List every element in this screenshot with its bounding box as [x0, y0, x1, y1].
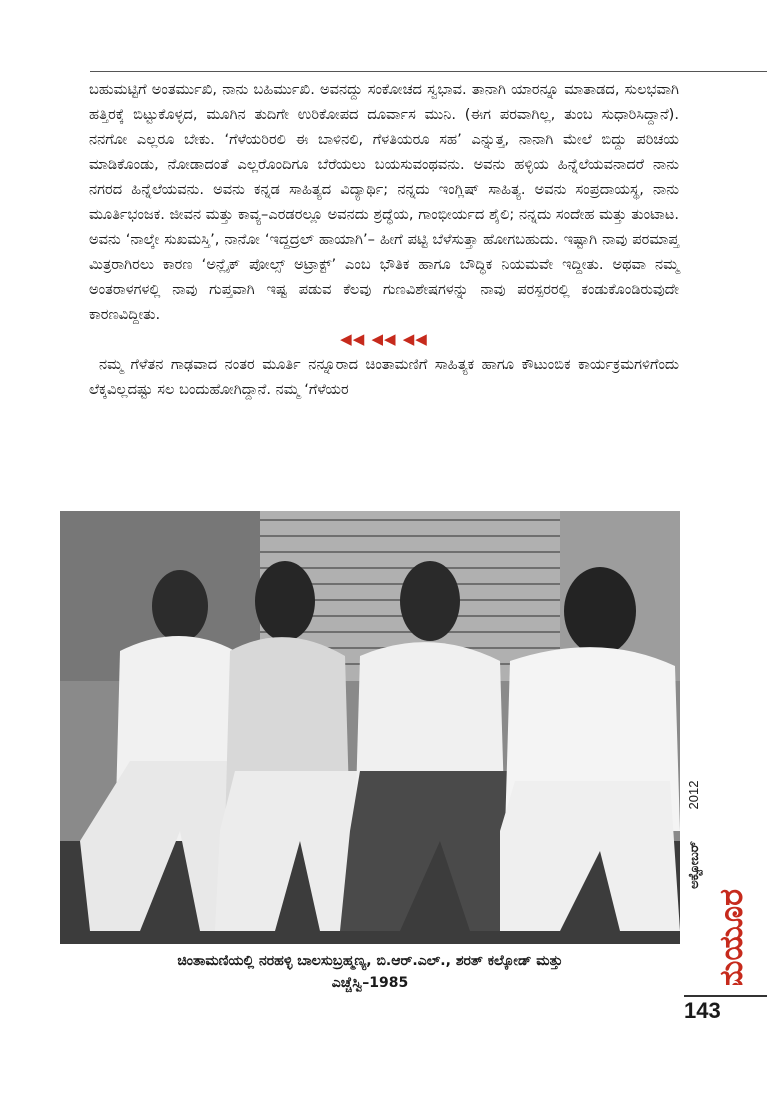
caption-line: ಚಿಂತಾಮಣಿಯಲ್ಲಿ ನರಹಳ್ಳಿ ಬಾಲಸುಬ್ರಹ್ಮಣ್ಯ, ಬಿ.ಆರ್.ಎಲ್., ಶರತ್ ಕಲ್ಕೋಡ್ ಮತ್ತು [177, 953, 563, 969]
photo-illustration [60, 511, 680, 944]
article-paragraph: ನಮ್ಮ ಗೆಳೆತನ ಗಾಢವಾದ ನಂತರ ಮೂರ್ತಿ ನನ್ನೂರಾದ ಚಿಂತಾಮಣಿಗೆ ಸಾಹಿತ್ಯಕ ಹಾಗೂ ಕೌಟುಂಬಿಕ ಕಾರ್ಯಕ್ರಮಗಳಿಗೆಂದು ಲೆಕ್ಕವಿಲ್ಲದಷ್ಟು ಸಲ ಬಂದುಹೋಗಿದ್ದಾನೆ. ನಮ್ಮ ‘ಗೆಳೆಯರ [89, 356, 679, 398]
issue-year: 2012 [686, 780, 701, 810]
side-label-text [680, 760, 760, 985]
article-body [89, 77, 679, 402]
section-divider-icon: ◀◀ ◀◀ ◀◀ [340, 330, 428, 348]
caption-line: ಎಚ್ಚೆಸ್ವಿ–1985 [331, 975, 409, 991]
article-paragraph: ಬಹುಮಟ್ಟಿಗೆ ಅಂತರ್ಮುಖಿ, ನಾನು ಬಹಿರ್ಮುಖಿ. ಅವನದ್ದು ಸಂಕೋಚದ ಸ್ವಭಾವ. ತಾನಾಗಿ ಯಾರನ್ನೂ ಮಾತಾಡದ, ಸುಲಭವಾಗಿ ಹತ್ತಿರಕ್ಕೆ ಬಿಟ್ಟುಕೊಳ್ಳದ, ಮೂಗಿನ ತುದಿಗೇ ಉರಿಕೋಪದ ದೂರ್ವಾಸ ಮುನಿ. (ಈಗ ಪರವಾಗಿಲ್ಲ, ತುಂಬ ಸುಧಾರಿಸಿದ್ದಾನೆ). ನನಗೋ ಎಲ್ಲರೂ ಬೇಕು. ‘ಗೆಳೆಯರಿರಲಿ ಈ ಬಾಳಿನಲಿ, ಗೆಳತಿಯರೂ ಸಹ’ ಎನ್ನುತ್ತ, ನಾನಾಗಿ ಮೇಲೆ ಬಿದ್ದು ಪರಿಚಯ ಮಾಡಿಕೊಂಡು, ನೋಡಾದಂತೆ ಎಲ್ಲರೊಂದಿಗೂ ಬೆರೆಯಲು ಬಯಸುವಂಥವನು. ಅವನು ಹಳ್ಳಿಯ ಹಿನ್ನೆಲೆಯವನಾದರೆ ನಾನು ನಗರದ ಹಿನ್ನೆಲೆಯವನು. ಅವನು ಕನ್ನಡ ಸಾಹಿತ್ಯದ ವಿದ್ಯಾರ್ಥಿ; ನನ್ನದು ಇಂಗ್ಲಿಷ್ ಸಾಹಿತ್ಯ. ಅವನು ಸಂಪ್ರದಾಯಸ್ಥ, ನಾನು ಮೂರ್ತಿಭಂಜಕ. ಜೀವನ ಮತ್ತು ಕಾವ್ಯ–ಎರಡರಲ್ಲೂ ಅವನದು ಶ್ರದ್ಧೆಯ, ಗಾಂಭೀರ್ಯದ ಶೈಲಿ; ನನ್ನದು ಸಂದೇಹ ಮತ್ತು ತುಂಟಾಟ. ಅವನು ‘ನಾಲ್ಕೇ ಸುಖಮಸ್ತಿ’, ನಾನೋ ‘ಇದ್ದದ್ರಲ್ ಹಾಯಾಗಿ’– ಹೀಗೆ ಪಟ್ಟಿ ಬೆಳೆಸುತ್ತಾ ಹೋಗಬಹುದು. ಇಷ್ಟಾಗಿ ನಾವು ಪರಮಾಪ್ತ ಮಿತ್ರರಾಗಿರಲು ಕಾರಣ ‘ಅನ್ಲೈಕ್ ಪೋಲ್ಸ್ ಅಟ್ರಾಕ್ಟ್’ ಎಂಬ ಭೌತಿಕ ಹಾಗೂ ಬೌದ್ಧಿಕ ನಿಯಮವೇ ಇದ್ದೀತು. ಅಥವಾ ನಮ್ಮ ಅಂತರಾಳಗಳಲ್ಲಿ ನಾವು ಗುಪ್ತವಾಗಿ ಇಷ್ಟ ಪಡುವ ಕೆಲವು ಗುಣವಿಶೇಷಗಳನ್ನು ನಾವು ಪರಸ್ಪರರಲ್ಲಿ ಕಂಡುಕೊಂಡಿರುವುದೇ ಕಾರಣವಿದ್ದೀತು. [89, 81, 679, 323]
issue-month: ಅಕ್ಟೋಬರ್ [687, 841, 702, 889]
photo-caption [60, 950, 680, 994]
magazine-logo: ಮಯೂರ [712, 888, 750, 985]
magazine-side-label [680, 760, 760, 985]
top-rule [90, 71, 767, 72]
page-number: 143 [684, 998, 721, 1023]
group-photo [60, 511, 680, 944]
footer-rule [684, 995, 767, 997]
